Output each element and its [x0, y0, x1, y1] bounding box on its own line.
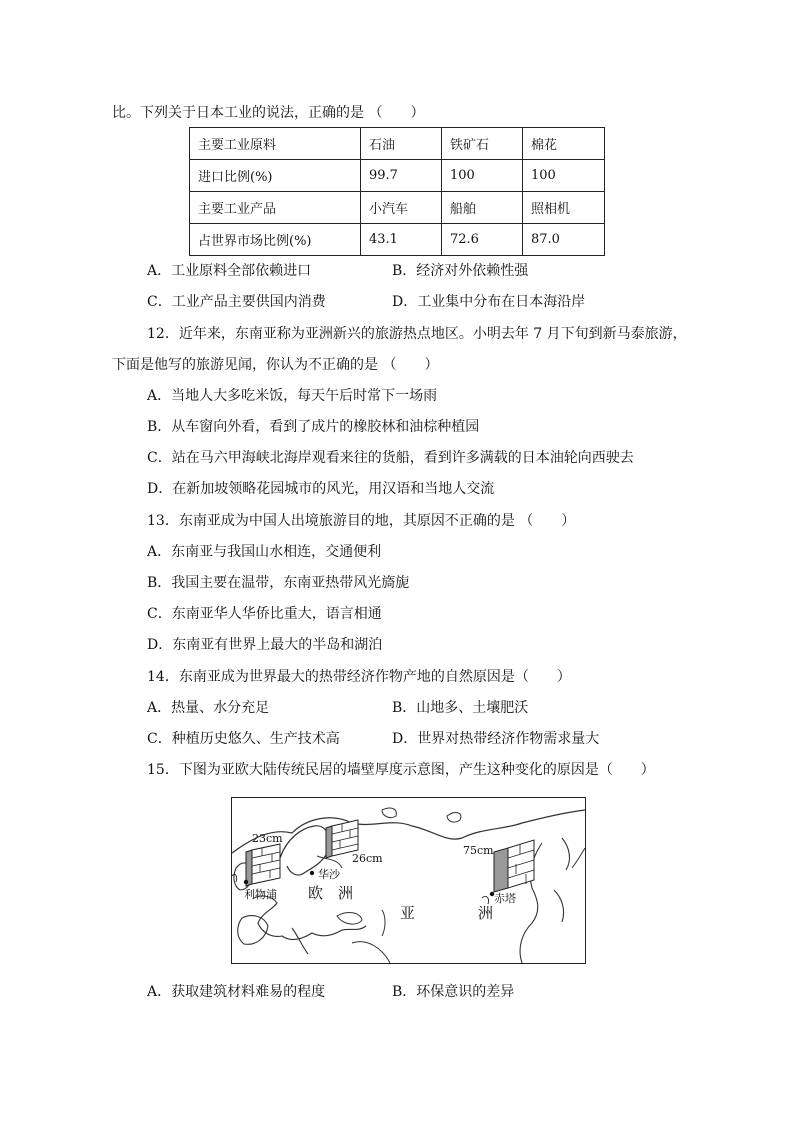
city-label-liverpool: 利物浦 — [244, 888, 277, 901]
table-cell: 43.1 — [361, 224, 442, 256]
wall-75cm-icon — [494, 840, 534, 892]
table-cell: 主要工业原料 — [190, 128, 361, 160]
q11-stem: 比。下列关于日本工业的说法，正确的是 （ ） — [112, 105, 425, 121]
q13-option-a[interactable]: A．东南亚与我国山水相连，交通便利 — [147, 544, 382, 560]
table-row — [190, 224, 605, 256]
wall-label-23cm: 23cm — [252, 832, 283, 845]
table-cell: 87.0 — [523, 224, 605, 256]
table-row — [190, 160, 605, 192]
q12-option-d[interactable]: D．在新加坡领略花园城市的风光，用汉语和当地人交流 — [147, 481, 495, 497]
q13-option-b[interactable]: B．我国主要在温带，东南亚热带风光旖旎 — [147, 575, 410, 591]
q11-table — [189, 127, 605, 256]
table-row — [190, 192, 605, 224]
city-label-chita: 赤塔 — [494, 892, 516, 905]
q11-option-d[interactable]: D．工业集中分布在日本海沿岸 — [392, 294, 586, 310]
region-label-asia-1: 亚 — [400, 904, 416, 922]
table-cell: 棉花 — [523, 128, 605, 160]
table-cell: 铁矿石 — [442, 128, 523, 160]
q14-option-a[interactable]: A．热量、水分充足 — [147, 700, 270, 716]
q14-option-d[interactable]: D．世界对热带经济作物需求量大 — [392, 731, 600, 747]
q14-option-b[interactable]: B．山地多、土壤肥沃 — [392, 700, 529, 716]
eurasia-wall-map — [231, 797, 586, 964]
q11-option-c[interactable]: C．工业产品主要供国内消费 — [147, 294, 326, 310]
wall-23cm-icon — [246, 844, 280, 886]
table-cell: 照相机 — [523, 192, 605, 224]
table-cell: 100 — [523, 160, 605, 192]
wall-label-75cm: 75cm — [463, 844, 494, 857]
q13-stem: 13．东南亚成为中国人出境旅游目的地，其原因不正确的是 （ ） — [147, 513, 576, 529]
table-cell: 主要工业产品 — [190, 192, 361, 224]
q15-option-a[interactable]: A．获取建筑材料难易的程度 — [147, 984, 326, 1000]
region-label-europe: 欧 洲 — [308, 884, 354, 902]
q15-stem: 15．下图为亚欧大陆传统民居的墙壁厚度示意图，产生这种变化的原因是（ ） — [147, 762, 655, 778]
liverpool-dot-icon — [244, 880, 248, 884]
table-cell: 小汽车 — [361, 192, 442, 224]
table-cell: 船舶 — [442, 192, 523, 224]
q14-option-c[interactable]: C．种植历史悠久、生产技术高 — [147, 731, 340, 747]
q13-option-c[interactable]: C．东南亚华人华侨比重大，语言相通 — [147, 606, 382, 622]
table-cell: 99.7 — [361, 160, 442, 192]
table-cell: 72.6 — [442, 224, 523, 256]
q12-option-b[interactable]: B．从车窗向外看，看到了成片的橡胶林和油棕种植园 — [147, 419, 480, 435]
table-cell: 占世界市场比例(%) — [190, 224, 361, 256]
region-label-asia-2: 洲 — [478, 904, 494, 922]
q14-stem: 14．东南亚成为世界最大的热带经济作物产地的自然原因是（ ） — [147, 669, 571, 685]
map-graphic — [232, 798, 585, 963]
q12-option-a[interactable]: A．当地人大多吃米饭，每天午后时常下一场雨 — [147, 388, 438, 404]
q13-option-d[interactable]: D．东南亚有世界上最大的半岛和湖泊 — [147, 637, 383, 653]
wall-label-26cm: 26cm — [352, 852, 383, 865]
q15-option-b[interactable]: B．环保意识的差异 — [392, 984, 515, 1000]
table-cell: 100 — [442, 160, 523, 192]
q12-stem-line2: 下面是他写的旅游见闻，你认为不正确的是 （ ） — [112, 357, 439, 373]
table-cell: 进口比例(%) — [190, 160, 361, 192]
city-label-warsaw: 华沙 — [318, 868, 340, 881]
q12-option-c[interactable]: C．站在马六甲海峡北海岸观看来往的货船，看到许多满载的日本油轮向西驶去 — [147, 450, 634, 466]
q11-option-a[interactable]: A．工业原料全部依赖进口 — [147, 263, 312, 279]
table-row — [190, 128, 605, 160]
warsaw-dot-icon — [310, 871, 314, 875]
q12-stem-line1: 12．近年来，东南亚称为亚洲新兴的旅游热点地区。小明去年 7 月下旬到新马泰旅游， — [147, 326, 687, 342]
table-cell: 石油 — [361, 128, 442, 160]
q11-option-b[interactable]: B．经济对外依赖性强 — [392, 263, 529, 279]
